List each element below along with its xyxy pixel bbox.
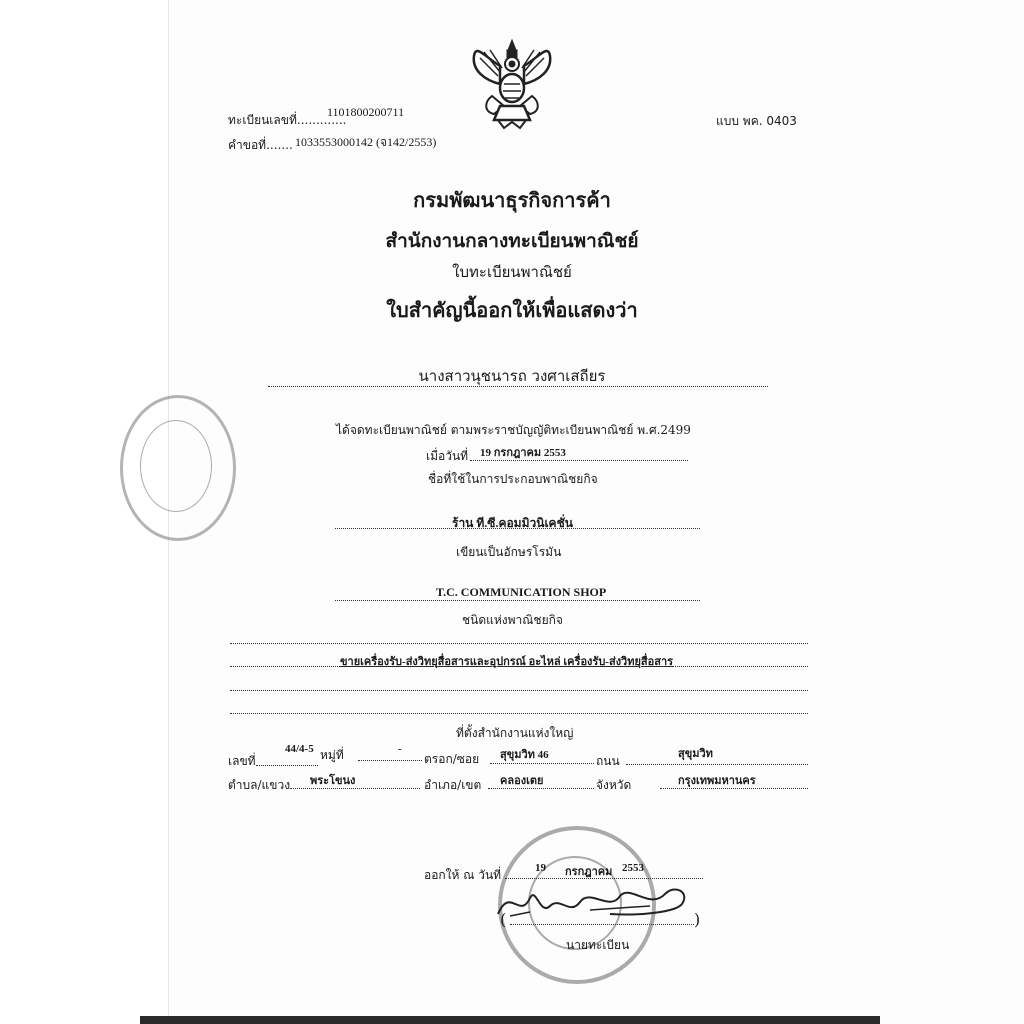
department-title: กรมพัฒนาธุรกิจการค้า <box>413 188 611 212</box>
province-label: จังหวัด <box>596 778 632 792</box>
district-line <box>488 788 594 789</box>
business-line-4 <box>230 713 808 714</box>
no-line <box>256 765 318 766</box>
business-type-label: ชนิดแห่งพาณิชยกิจ <box>462 613 563 627</box>
reg-no-label: ทะเบียนเลขที่............. <box>228 113 347 127</box>
road-value: สุขุมวิท <box>678 748 713 760</box>
form-code: แบบ พค. 0403 <box>716 114 797 128</box>
subdistrict-line <box>290 788 420 789</box>
left-edge-seal-inner <box>140 420 212 512</box>
signer-close-paren: ) <box>694 910 701 929</box>
garuda-emblem-icon <box>470 36 555 131</box>
business-line-3 <box>230 690 808 691</box>
office-title: สำนักงานกลางทะเบียนพาณิชย์ <box>385 230 639 252</box>
business-type: ขายเครื่องรับ-ส่งวิทยุสื่อสารและอุปกรณ์ อะไหล่ เครื่องรับ-ส่งวิทยุสื่อสาร <box>340 656 674 668</box>
document-type: ใบทะเบียนพาณิชย์ <box>452 263 572 281</box>
trade-name-line <box>335 528 700 529</box>
act-text: ได้จดทะเบียนพาณิชย์ ตามพระราชบัญญัติทะเบียนพาณิชย์ พ.ศ.2499 <box>336 423 691 437</box>
moo-value: - <box>398 743 402 755</box>
signer-title: นายทะเบียน <box>566 938 630 952</box>
reg-date-value: 19 กรกฎาคม 2553 <box>480 447 566 459</box>
moo-label: หมู่ที่ <box>320 748 344 762</box>
moo-line <box>358 760 422 761</box>
road-label: ถนน <box>596 754 620 768</box>
issue-year: 2553 <box>622 862 644 874</box>
trade-name: ร้าน ที.ซี.คอมมิวนิเคชั่น <box>452 516 573 530</box>
subdistrict-label: ตำบล/แขวง <box>228 778 291 792</box>
no-label: เลขที่ <box>228 754 256 768</box>
signer-line <box>510 924 694 925</box>
holder-name: นางสาวนุชนารถ วงศาเสถียร <box>418 367 606 385</box>
signer-open-paren: ( <box>500 910 507 929</box>
issue-day: 19 <box>535 862 546 874</box>
roman-name: T.C. COMMUNICATION SHOP <box>436 585 607 599</box>
issue-label: ออกให้ ณ วันที่ <box>424 868 502 882</box>
roman-name-line <box>335 600 700 601</box>
business-line-2 <box>230 666 808 667</box>
road-line <box>626 764 808 765</box>
no-value: 44/4-5 <box>285 743 314 755</box>
scan-bottom-edge <box>140 1016 880 1024</box>
soi-line <box>490 763 594 764</box>
request-label: คำขอที่....... <box>228 138 293 152</box>
province-value: กรุงเทพมหานคร <box>678 775 756 787</box>
request-value: 1033553000142 (จ142/2553) <box>295 135 437 149</box>
issue-month: กรกฎาคม <box>565 866 613 878</box>
reg-no-value: 1101800200711 <box>327 105 405 119</box>
address-heading: ที่ตั้งสำนักงานแห่งใหญ่ <box>456 726 574 740</box>
soi-value: สุขุมวิท 46 <box>500 749 549 761</box>
certify-statement: ใบสำคัญนี้ออกให้เพื่อแสดงว่า <box>386 298 638 322</box>
province-line <box>660 788 808 789</box>
soi-label: ตรอก/ซอย <box>424 752 480 766</box>
district-label: อำเภอ/เขต <box>424 778 482 792</box>
reg-date-line <box>470 460 688 461</box>
registrar-signature-icon <box>490 876 700 926</box>
trade-name-label: ชื่อที่ใช้ในการประกอบพาณิชยกิจ <box>428 472 598 486</box>
holder-name-line <box>268 386 768 387</box>
district-value: คลองเตย <box>500 775 544 787</box>
roman-label: เขียนเป็นอักษรโรมัน <box>456 545 562 559</box>
business-line-1 <box>230 643 808 644</box>
subdistrict-value: พระโขนง <box>310 775 356 787</box>
reg-date-label: เมื่อวันที่ <box>426 449 469 463</box>
